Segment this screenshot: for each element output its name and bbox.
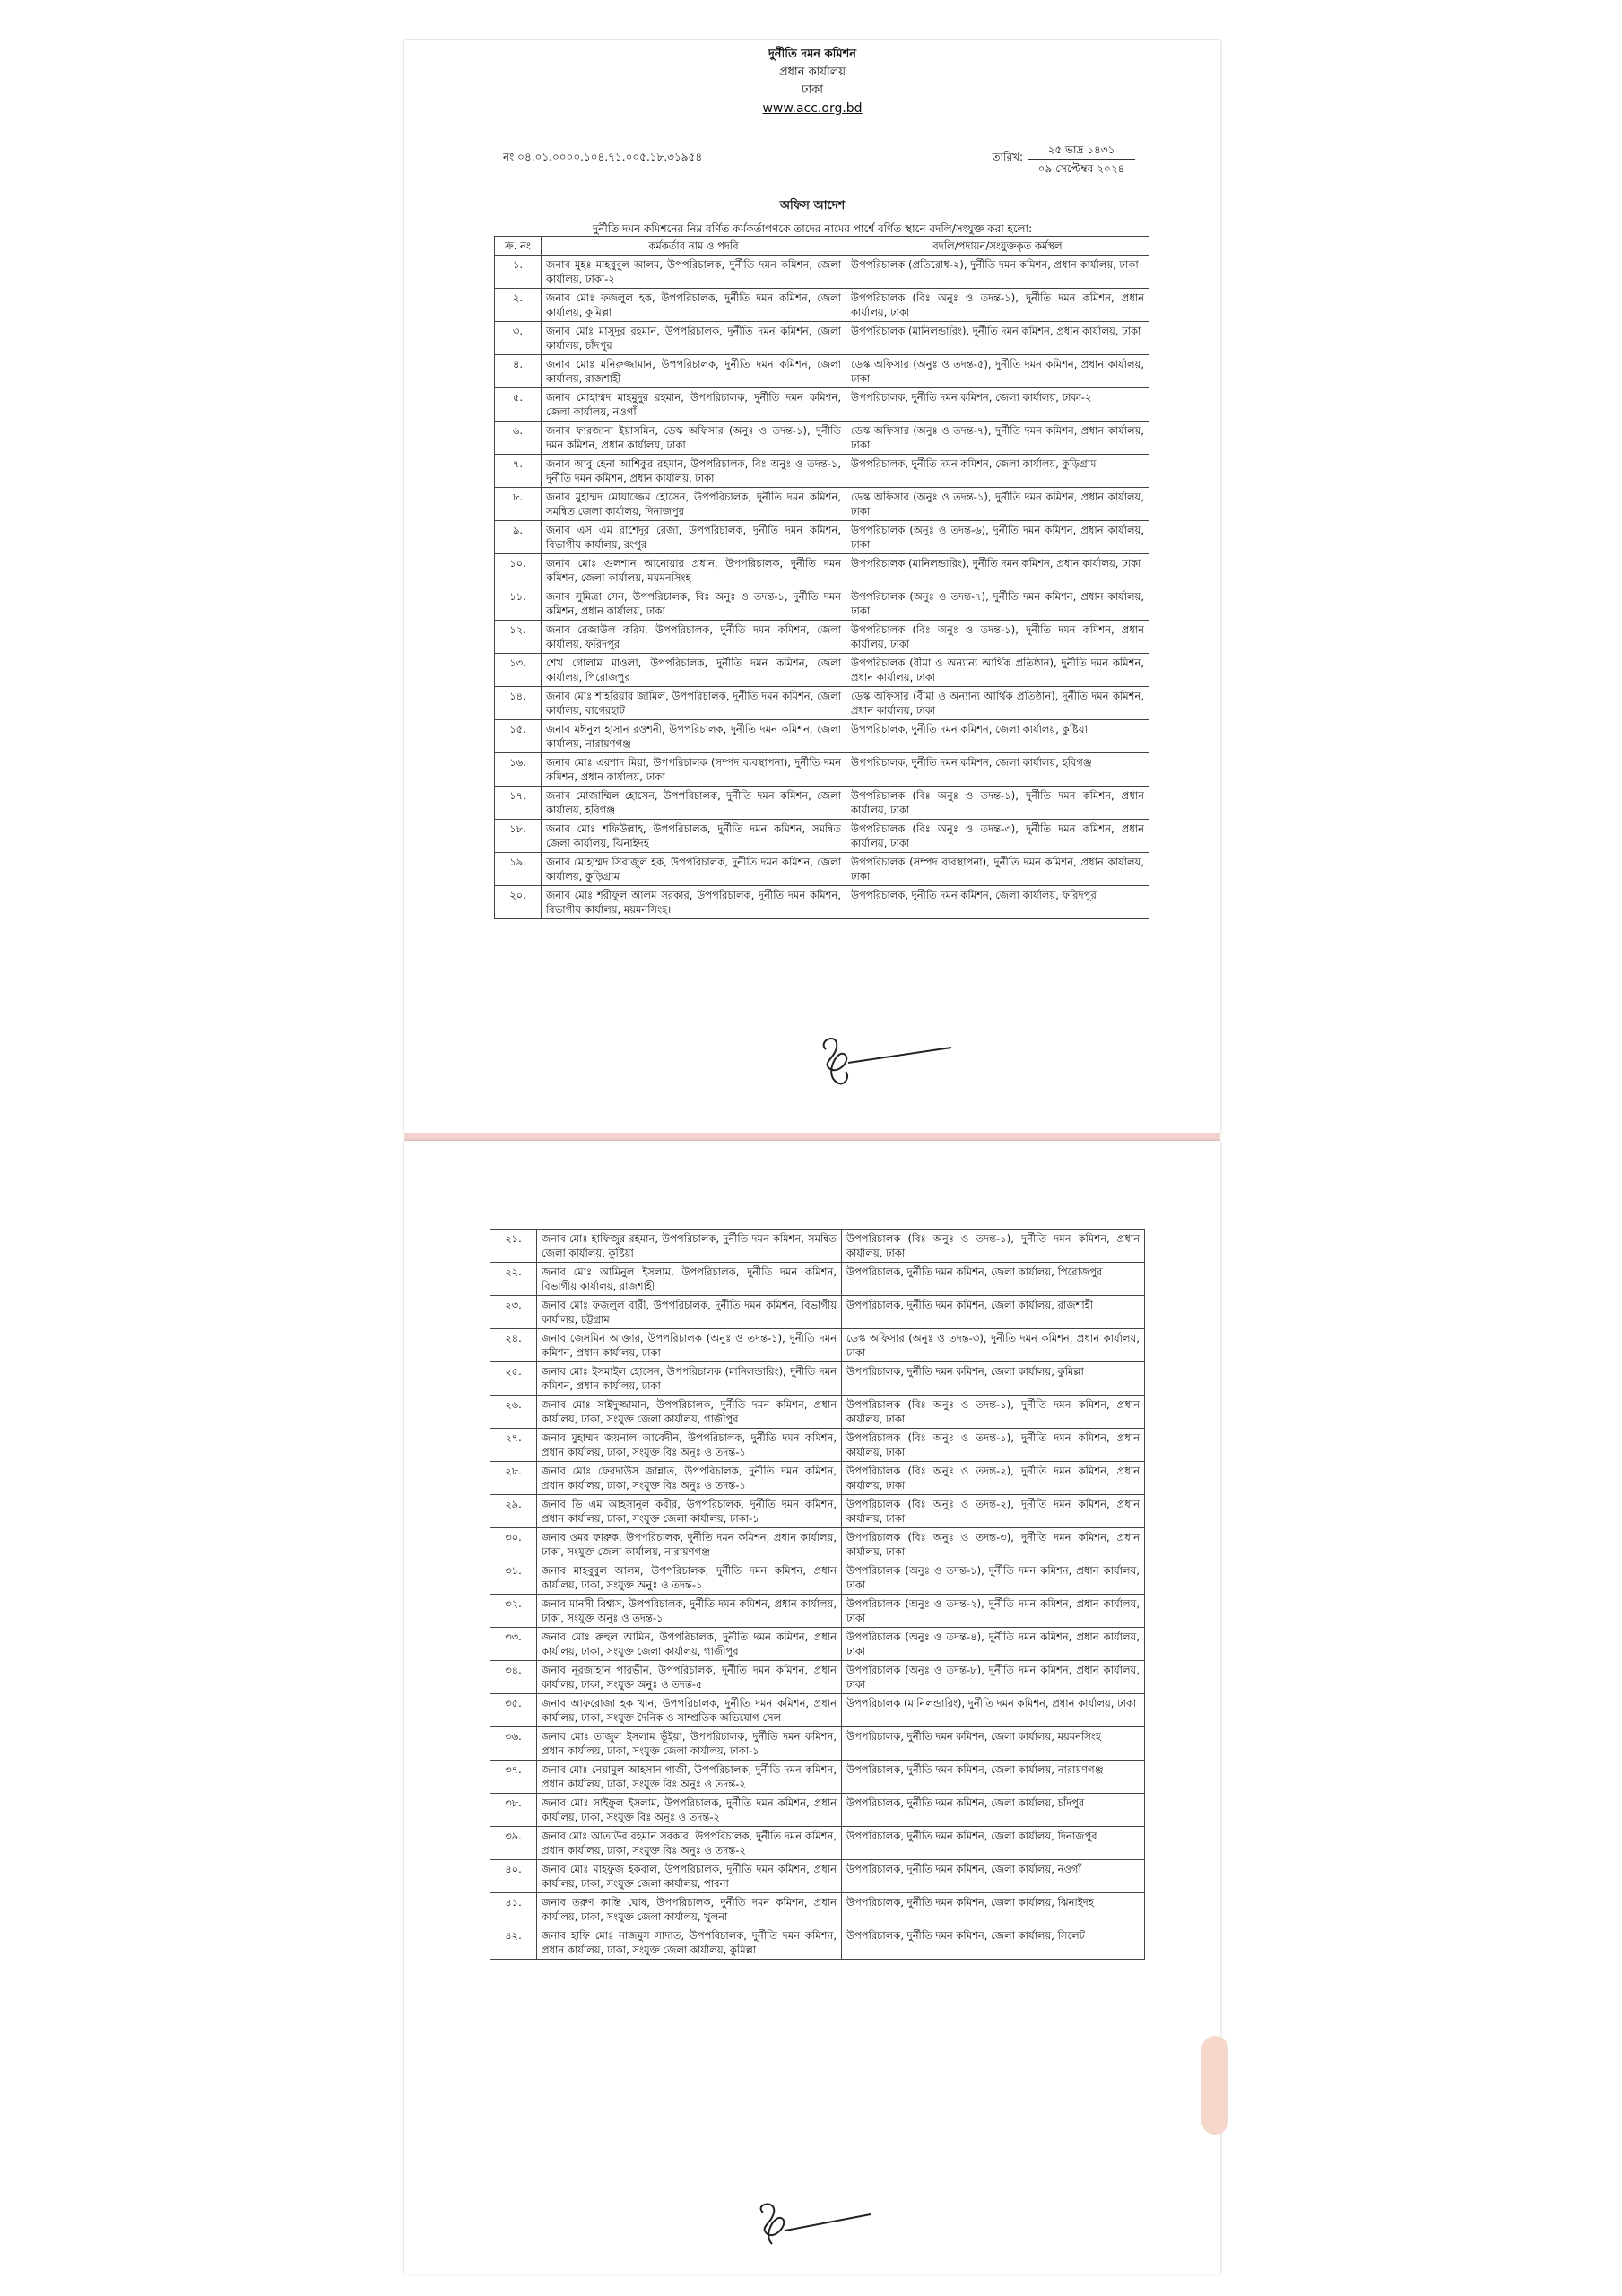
officer-cell: জনাব মুহাম্মদ মোয়াজ্জেম হোসেন, উপপরিচালক, দুর্নীতি দমন কমিশন, সমন্বিত জেলা কার্যালয়, দিনাজপুর <box>542 488 846 521</box>
table-row <box>490 1462 1145 1495</box>
table-row <box>495 388 1149 422</box>
serial-cell: ৭. <box>495 455 542 488</box>
serial-cell: ২৪. <box>490 1329 537 1362</box>
page-separator <box>404 1133 1220 1141</box>
serial-cell: ২৭. <box>490 1429 537 1462</box>
table-row <box>490 1694 1145 1727</box>
posting-cell: উপপরিচালক, দুর্নীতি দমন কমিশন, জেলা কার্যালয়, নওগাঁ <box>842 1860 1145 1893</box>
officer-cell: জনাব মোঃ মাসুদুর রহমান, উপপরিচালক, দুর্নীতি দমন কমিশন, জেলা কার্যালয়, চাঁদপুর <box>542 322 846 355</box>
serial-cell: ৪. <box>495 355 542 388</box>
header-posting: বদলি/পদায়ন/সংযুক্তকৃত কর্মস্থল <box>846 237 1149 256</box>
serial-cell: ২৮. <box>490 1462 537 1495</box>
serial-cell: ৪১. <box>490 1893 537 1926</box>
table-row <box>490 1827 1145 1860</box>
document-page-2 <box>404 1141 1220 2274</box>
table-row <box>490 1628 1145 1661</box>
table-row <box>495 886 1149 919</box>
officer-cell: জনাব মোহাম্মদ মাহমুদুর রহমান, উপপরিচালক, দুর্নীতি দমন কমিশন, জেলা কার্যালয়, নওগাঁ <box>542 388 846 422</box>
officer-cell: জনাব মোঃ ফজলুল বারী, উপপরিচালক, দুর্নীতি দমন কমিশন, বিভাগীয় কার্যালয়, চট্টগ্রাম <box>537 1296 842 1329</box>
serial-cell: ১২. <box>495 621 542 654</box>
officer-cell: জনাব মোঃ সাইফুল ইসলাম, উপপরিচালক, দুর্নীতি দমন কমিশন, প্রধান কার্যালয়, ঢাকা, সংযুক্ত বিঃ অনুঃ ও তদন্ত-২ <box>537 1794 842 1827</box>
posting-cell: উপপরিচালক, দুর্নীতি দমন কমিশন, জেলা কার্যালয়, দিনাজপুর <box>842 1827 1145 1860</box>
posting-cell: উপপরিচালক, দুর্নীতি দমন কমিশন, জেলা কার্যালয়, ঢাকা-২ <box>846 388 1149 422</box>
serial-cell: ৫. <box>495 388 542 422</box>
table-row <box>495 654 1149 687</box>
posting-cell: উপপরিচালক, দুর্নীতি দমন কমিশন, জেলা কার্যালয়, হবিগঞ্জ <box>846 753 1149 787</box>
table-row <box>495 687 1149 720</box>
serial-cell: ৩২. <box>490 1595 537 1628</box>
posting-cell: ডেস্ক অফিসার (অনুঃ ও তদন্ত-৭), দুর্নীতি দমন কমিশন, প্রধান কার্যালয়, ঢাকা <box>846 422 1149 455</box>
memo-dates <box>1028 141 1135 178</box>
transfer-table-page-2 <box>490 1229 1145 1960</box>
serial-cell: ৮. <box>495 488 542 521</box>
table-row <box>495 256 1149 289</box>
table-row <box>490 1528 1145 1561</box>
officer-cell: জনাব মাহবুবুল আলম, উপপরিচালক, দুর্নীতি দমন কমিশন, প্রধান কার্যালয়, ঢাকা, সংযুক্ত অনুঃ ও তদন্ত-১ <box>537 1561 842 1595</box>
serial-cell: ৬. <box>495 422 542 455</box>
serial-cell: ১০. <box>495 554 542 587</box>
officer-cell: জনাব ডি এম আহসানুল কবীর, উপপরিচালক, দুর্নীতি দমন কমিশন, প্রধান কার্যালয়, ঢাকা, সংযুক্ত জেলা কার্যালয়, ঢাকা-১ <box>537 1495 842 1528</box>
table-row <box>495 554 1149 587</box>
posting-cell: উপপরিচালক, দুর্নীতি দমন কমিশন, জেলা কার্যালয়, কুষ্টিয়া <box>846 720 1149 753</box>
table-header-row <box>495 237 1149 256</box>
serial-cell: ২৫. <box>490 1362 537 1396</box>
table-row <box>490 1794 1145 1827</box>
officer-cell: জনাব মোহাম্মদ সিরাজুল হক, উপপরিচালক, দুর্নীতি দমন কমিশন, জেলা কার্যালয়, কুড়িগ্রাম <box>542 853 846 886</box>
officer-cell: জনাব মোঃ ফজলুল হক, উপপরিচালক, দুর্নীতি দমন কমিশন, জেলা কার্যালয়, কুমিল্লা <box>542 289 846 322</box>
signature-2 <box>736 2195 906 2257</box>
posting-cell: উপপরিচালক (বিঃ অনুঃ ও তদন্ত-২), দুর্নীতি দমন কমিশন, প্রধান কার্যালয়, ঢাকা <box>842 1462 1145 1495</box>
officer-cell: জনাব মোঃ মাহফুজ ইকবাল, উপপরিচালক, দুর্নীতি দমন কমিশন, প্রধান কার্যালয়, ঢাকা, সংযুক্ত জেলা কার্যালয়, পাবনা <box>537 1860 842 1893</box>
serial-cell: ১৪. <box>495 687 542 720</box>
document-page-1 <box>404 40 1220 1133</box>
serial-cell: ৩০. <box>490 1528 537 1561</box>
table-row <box>490 1329 1145 1362</box>
posting-cell: উপপরিচালক (অনুঃ ও তদন্ত-১), দুর্নীতি দমন কমিশন, প্রধান কার্যালয়, ঢাকা <box>842 1561 1145 1595</box>
table-row <box>495 853 1149 886</box>
memo-ref-no: নং ০৪.০১.০০০০.১০৪.৭১.০০৫.১৮.৩১৯৫৪ <box>503 151 703 163</box>
posting-cell: উপপরিচালক (মানিলন্ডারিং), দুর্নীতি দমন কমিশন, প্রধান কার্যালয়, ঢাকা <box>846 554 1149 587</box>
table-row <box>490 1761 1145 1794</box>
officer-cell: জনাব মানসী বিশ্বাস, উপপরিচালক, দুর্নীতি দমন কমিশন, প্রধান কার্যালয়, ঢাকা, সংযুক্ত অনুঃ ও তদন্ত-১ <box>537 1595 842 1628</box>
officer-cell: জনাব ফারজানা ইয়াসমিন, ডেস্ক অফিসার (অনুঃ ও তদন্ত-১), দুর্নীতি দমন কমিশন, প্রধান কার্যালয়, ঢাকা <box>542 422 846 455</box>
serial-cell: ৪০. <box>490 1860 537 1893</box>
serial-cell: ৩৫. <box>490 1694 537 1727</box>
table-row <box>490 1396 1145 1429</box>
officer-cell: জনাব মোঃ হাফিজুর রহমান, উপপরিচালক, দুর্নীতি দমন কমিশন, সমন্বিত জেলা কার্যালয়, কুষ্টিয়া <box>537 1230 842 1263</box>
memo-title: অফিস আদেশ <box>779 199 846 213</box>
serial-cell: ১১. <box>495 587 542 621</box>
serial-cell: ২০. <box>495 886 542 919</box>
serial-cell: ৩৭. <box>490 1761 537 1794</box>
table-row <box>495 621 1149 654</box>
officer-cell: জনাব মোঃ নেয়ামুল আহসান গাজী, উপপরিচালক, দুর্নীতি দমন কমিশন, প্রধান কার্যালয়, ঢাকা, সংযুক্ত বিঃ অনুঃ ও তদন্ত-২ <box>537 1761 842 1794</box>
serial-cell: ১৯. <box>495 853 542 886</box>
table-body-page-1 <box>495 256 1149 919</box>
table-row <box>495 753 1149 787</box>
officer-cell: জনাব রেজাউল করিম, উপপরিচালক, দুর্নীতি দমন কমিশন, জেলা কার্যালয়, ফরিদপুর <box>542 621 846 654</box>
officer-cell: জনাব আফরোজা হক খান, উপপরিচালক, দুর্নীতি দমন কমিশন, প্রধান কার্যালয়, ঢাকা, সংযুক্ত দৈনিক ও সাম্প্রতিক অভিযোগ সেল <box>537 1694 842 1727</box>
posting-cell: ডেস্ক অফিসার (অনুঃ ও তদন্ত-৩), দুর্নীতি দমন কমিশন, প্রধান কার্যালয়, ঢাকা <box>842 1329 1145 1362</box>
table-row <box>495 720 1149 753</box>
date-english: ০৯ সেপ্টেম্বর ২০২৪ <box>1037 162 1125 175</box>
serial-cell: ২১. <box>490 1230 537 1263</box>
officer-cell: জনাব তরুণ কান্তি ঘোষ, উপপরিচালক, দুর্নীতি দমন কমিশন, প্রধান কার্যালয়, ঢাকা, সংযুক্ত জেলা কার্যালয়, খুলনা <box>537 1893 842 1926</box>
posting-cell: উপপরিচালক (বিঃ অনুঃ ও তদন্ত-১), দুর্নীতি দমন কমিশন, প্রধান কার্যালয়, ঢাকা <box>842 1396 1145 1429</box>
posting-cell: উপপরিচালক (মানিলন্ডারিং), দুর্নীতি দমন কমিশন, প্রধান কার্যালয়, ঢাকা <box>846 322 1149 355</box>
posting-cell: উপপরিচালক (সম্পদ ব্যবস্থাপনা), দুর্নীতি দমন কমিশন, প্রধান কার্যালয়, ঢাকা <box>846 853 1149 886</box>
website-link[interactable]: www.acc.org.bd <box>762 101 863 116</box>
letterhead <box>404 40 1220 117</box>
date-label: তারিখ: <box>992 151 1023 163</box>
transfer-table-page-1 <box>494 236 1149 919</box>
officer-cell: জনাব আবু হেনা আশিকুর রহমান, উপপরিচালক, বিঃ অনুঃ ও তদন্ত-১, দুর্নীতি দমন কমিশন, প্রধান কার্যালয়, ঢাকা <box>542 455 846 488</box>
table-row <box>495 322 1149 355</box>
serial-cell: ৩৯. <box>490 1827 537 1860</box>
serial-cell: ৩৮. <box>490 1794 537 1827</box>
posting-cell: উপপরিচালক (অনুঃ ও তদন্ত-৬), দুর্নীতি দমন কমিশন, প্রধান কার্যালয়, ঢাকা <box>846 521 1149 554</box>
posting-cell: ডেস্ক অফিসার (বীমা ও অন্যান্য আর্থিক প্রতিষ্ঠান), দুর্নীতি দমন কমিশন, প্রধান কার্যালয়, ঢাকা <box>846 687 1149 720</box>
serial-cell: ১৭. <box>495 787 542 820</box>
posting-cell: উপপরিচালক (বিঃ অনুঃ ও তদন্ত-৩), দুর্নীতি দমন কমিশন, প্রধান কার্যালয়, ঢাকা <box>846 820 1149 853</box>
officer-cell: জনাব জেসমিন আক্তার, উপপরিচালক (অনুঃ ও তদন্ত-১), দুর্নীতি দমন কমিশন, প্রধান কার্যালয়, ঢাকা <box>537 1329 842 1362</box>
serial-cell: ১৫. <box>495 720 542 753</box>
officer-cell: জনাব মোঃ রুহুল আমিন, উপপরিচালক, দুর্নীতি দমন কমিশন, প্রধান কার্যালয়, ঢাকা, সংযুক্ত জেলা কার্যালয়, গাজীপুর <box>537 1628 842 1661</box>
posting-cell: উপপরিচালক, দুর্নীতি দমন কমিশন, জেলা কার্যালয়, নারায়ণগঞ্জ <box>842 1761 1145 1794</box>
officer-cell: জনাব হাফি মোঃ নাজমুস সাদাত, উপপরিচালক, দুর্নীতি দমন কমিশন, প্রধান কার্যালয়, ঢাকা, সংযুক্ত জেলা কার্যালয়, কুমিল্লা <box>537 1926 842 1960</box>
posting-cell: উপপরিচালক, দুর্নীতি দমন কমিশন, জেলা কার্যালয়, ফরিদপুর <box>846 886 1149 919</box>
table-row <box>490 1893 1145 1926</box>
table-row <box>490 1595 1145 1628</box>
officer-cell: জনাব মুহঃ মাহবুবুল আলম, উপপরিচালক, দুর্নীতি দমন কমিশন, জেলা কার্যালয়, ঢাকা-২ <box>542 256 846 289</box>
posting-cell: উপপরিচালক (বিঃ অনুঃ ও তদন্ত-১), দুর্নীতি দমন কমিশন, প্রধান কার্যালয়, ঢাকা <box>846 289 1149 322</box>
posting-cell: উপপরিচালক (বিঃ অনুঃ ও তদন্ত-১), দুর্নীতি দমন কমিশন, প্রধান কার্যালয়, ঢাকা <box>842 1230 1145 1263</box>
header-officer: কর্মকর্তার নাম ও পদবি <box>542 237 846 256</box>
posting-cell: উপপরিচালক, দুর্নীতি দমন কমিশন, জেলা কার্যালয়, কুমিল্লা <box>842 1362 1145 1396</box>
table-row <box>490 1727 1145 1761</box>
table-row <box>490 1495 1145 1528</box>
org-name: দুর্নীতি দমন কমিশন <box>768 48 857 61</box>
posting-cell: উপপরিচালক (অনুঃ ও তদন্ত-৮), দুর্নীতি দমন কমিশন, প্রধান কার্যালয়, ঢাকা <box>842 1661 1145 1694</box>
serial-cell: ২. <box>495 289 542 322</box>
table-row <box>495 587 1149 621</box>
officer-cell: জনাব মোঃ শফিউল্লাহ, উপপরিচালক, দুর্নীতি দমন কমিশন, সমন্বিত জেলা কার্যালয়, ঝিনাইদহ <box>542 820 846 853</box>
table-row <box>495 422 1149 455</box>
office-name: প্রধান কার্যালয় <box>778 65 846 79</box>
posting-cell: উপপরিচালক (বীমা ও অন্যান্য আর্থিক প্রতিষ্ঠান), দুর্নীতি দমন কমিশন, প্রধান কার্যালয়, ঢাকা <box>846 654 1149 687</box>
officer-cell: জনাব মুহাম্মদ জয়নাল আবেদীন, উপপরিচালক, দুর্নীতি দমন কমিশন, প্রধান কার্যালয়, ঢাকা, সংযুক্ত বিঃ অনুঃ ও তদন্ত-১ <box>537 1429 842 1462</box>
table-row <box>495 820 1149 853</box>
serial-cell: ৩১. <box>490 1561 537 1595</box>
table-row <box>495 787 1149 820</box>
serial-cell: ১৬. <box>495 753 542 787</box>
posting-cell: উপপরিচালক (বিঃ অনুঃ ও তদন্ত-৩), দুর্নীতি দমন কমিশন, প্রধান কার্যালয়, ঢাকা <box>842 1528 1145 1561</box>
table-row <box>495 355 1149 388</box>
serial-cell: ৩. <box>495 322 542 355</box>
posting-cell: উপপরিচালক (মানিলন্ডারিং), দুর্নীতি দমন কমিশন, প্রধান কার্যালয়, ঢাকা <box>842 1694 1145 1727</box>
officer-cell: জনাব মঈনুল হাসান রওশনী, উপপরিচালক, দুর্নীতি দমন কমিশন, জেলা কার্যালয়, নারায়ণগঞ্জ <box>542 720 846 753</box>
posting-cell: উপপরিচালক (প্রতিরোধ-২), দুর্নীতি দমন কমিশন, প্রধান কার্যালয়, ঢাকা <box>846 256 1149 289</box>
serial-cell: ৩৬. <box>490 1727 537 1761</box>
memo-intro: দুর্নীতি দমন কমিশনের নিম্ন বর্ণিত কর্মকর্তাগণকে তাদের নামের পার্শ্বে বর্ণিত স্থানে বদলি/সংযুক্ত করা হলো: <box>592 222 1033 235</box>
table-row <box>495 455 1149 488</box>
posting-cell: উপপরিচালক (অনুঃ ও তদন্ত-৪), দুর্নীতি দমন কমিশন, প্রধান কার্যালয়, ঢাকা <box>842 1628 1145 1661</box>
posting-cell: উপপরিচালক, দুর্নীতি দমন কমিশন, জেলা কার্যালয়, কুড়িগ্রাম <box>846 455 1149 488</box>
serial-cell: ২৬. <box>490 1396 537 1429</box>
table-row <box>495 289 1149 322</box>
table-row <box>495 488 1149 521</box>
posting-cell: উপপরিচালক, দুর্নীতি দমন কমিশন, জেলা কার্যালয়, চাঁদপুর <box>842 1794 1145 1827</box>
table-row <box>490 1263 1145 1296</box>
posting-cell: উপপরিচালক (বিঃ অনুঃ ও তদন্ত-১), দুর্নীতি দমন কমিশন, প্রধান কার্যালয়, ঢাকা <box>846 787 1149 820</box>
serial-cell: ২২. <box>490 1263 537 1296</box>
officer-cell: জনাব মোজাম্মিল হোসেন, উপপরিচালক, দুর্নীতি দমন কমিশন, জেলা কার্যালয়, হবিগঞ্জ <box>542 787 846 820</box>
officer-cell: জনাব সুমিত্রা সেন, উপপরিচালক, বিঃ অনুঃ ও তদন্ত-১, দুর্নীতি দমন কমিশন, প্রধান কার্যালয়, ঢাকা <box>542 587 846 621</box>
posting-cell: উপপরিচালক, দুর্নীতি দমন কমিশন, জেলা কার্যালয়, ঝিনাইদহ <box>842 1893 1145 1926</box>
table-row <box>490 1362 1145 1396</box>
officer-cell: জনাব মোঃ শরীফুল আলম সরকার, উপপরিচালক, দুর্নীতি দমন কমিশন, বিভাগীয় কার্যালয়, ময়মনসিংহ। <box>542 886 846 919</box>
posting-cell: উপপরিচালক, দুর্নীতি দমন কমিশন, জেলা কার্যালয়, পিরোজপুর <box>842 1263 1145 1296</box>
officer-cell: জনাব মোঃ ইসমাইল হোসেন, উপপরিচালক (মানিলন্ডারিং), দুর্নীতি দমন কমিশন, প্রধান কার্যালয়, ঢাকা <box>537 1362 842 1396</box>
serial-cell: ৩৪. <box>490 1661 537 1694</box>
officer-cell: জনাব এস এম রাশেদুর রেজা, উপপরিচালক, দুর্নীতি দমন কমিশন, বিভাগীয় কার্যালয়, রংপুর <box>542 521 846 554</box>
serial-cell: ৩৩. <box>490 1628 537 1661</box>
officer-cell: জনাব মোঃ ফেরদাউস জান্নাত, উপপরিচালক, দুর্নীতি দমন কমিশন, প্রধান কার্যালয়, ঢাকা, সংযুক্ত বিঃ অনুঃ ও তদন্ত-১ <box>537 1462 842 1495</box>
posting-cell: ডেস্ক অফিসার (অনুঃ ও তদন্ত-৫), দুর্নীতি দমন কমিশন, প্রধান কার্যালয়, ঢাকা <box>846 355 1149 388</box>
posting-cell: উপপরিচালক (বিঃ অনুঃ ও তদন্ত-১), দুর্নীতি দমন কমিশন, প্রধান কার্যালয়, ঢাকা <box>846 621 1149 654</box>
city-name: ঢাকা <box>802 83 823 97</box>
posting-cell: উপপরিচালক (বিঃ অনুঃ ও তদন্ত-২), দুর্নীতি দমন কমিশন, প্রধান কার্যালয়, ঢাকা <box>842 1495 1145 1528</box>
officer-cell: জনাব মোঃ তাজুল ইসলাম ভূঁইয়া, উপপরিচালক, দুর্নীতি দমন কমিশন, প্রধান কার্যালয়, ঢাকা, সংযুক্ত জেলা কার্যালয়, ঢাকা-১ <box>537 1727 842 1761</box>
table-row <box>490 1661 1145 1694</box>
officer-cell: জনাব মোঃ এরশাদ মিয়া, উপপরিচালক (সম্পদ ব্যবস্থাপনা), দুর্নীতি দমন কমিশন, প্রধান কার্যালয়, ঢাকা <box>542 753 846 787</box>
posting-cell: উপপরিচালক, দুর্নীতি দমন কমিশন, জেলা কার্যালয়, ময়মনসিংহ <box>842 1727 1145 1761</box>
officer-cell: জনাব মোঃ গুলশান আনোয়ার প্রধান, উপপরিচালক, দুর্নীতি দমন কমিশন, জেলা কার্যালয়, ময়মনসিংহ <box>542 554 846 587</box>
officer-cell: জনাব ওমর ফারুক, উপপরিচালক, দুর্নীতি দমন কমিশন, প্রধান কার্যালয়, ঢাকা, সংযুক্ত জেলা কার্যালয়, নারায়ণগঞ্জ <box>537 1528 842 1561</box>
officer-cell: জনাব মোঃ মনিরুজ্জামান, উপপরিচালক, দুর্নীতি দমন কমিশন, জেলা কার্যালয়, রাজশাহী <box>542 355 846 388</box>
header-serial: ক্র. নং <box>495 237 542 256</box>
serial-cell: ১৮. <box>495 820 542 853</box>
officer-cell: জনাব মোঃ সাইদুজ্জামান, উপপরিচালক, দুর্নীতি দমন কমিশন, প্রধান কার্যালয়, ঢাকা, সংযুক্ত জেলা কার্যালয়, গাজীপুর <box>537 1396 842 1429</box>
posting-cell: উপপরিচালক, দুর্নীতি দমন কমিশন, জেলা কার্যালয়, সিলেট <box>842 1926 1145 1960</box>
posting-cell: উপপরিচালক, দুর্নীতি দমন কমিশন, জেলা কার্যালয়, রাজশাহী <box>842 1296 1145 1329</box>
officer-cell: জনাব নূরজাহান পারভীন, উপপরিচালক, দুর্নীতি দমন কমিশন, প্রধান কার্যালয়, ঢাকা, সংযুক্ত অনুঃ ও তদন্ত-৫ <box>537 1661 842 1694</box>
table-row <box>490 1230 1145 1263</box>
table-row <box>490 1429 1145 1462</box>
table-body-page-2 <box>490 1230 1145 1960</box>
serial-cell: ৯. <box>495 521 542 554</box>
table-row <box>495 521 1149 554</box>
table-row <box>490 1926 1145 1960</box>
date-bangla: ২৫ ভাদ্র ১৪৩১ <box>1028 141 1135 160</box>
serial-cell: ২৯. <box>490 1495 537 1528</box>
serial-cell: ১৩. <box>495 654 542 687</box>
table-row <box>490 1860 1145 1893</box>
serial-cell: ৪২. <box>490 1926 537 1960</box>
posting-cell: উপপরিচালক (অনুঃ ও তদন্ত-৭), দুর্নীতি দমন কমিশন, প্রধান কার্যালয়, ঢাকা <box>846 587 1149 621</box>
posting-cell: উপপরিচালক (অনুঃ ও তদন্ত-২), দুর্নীতি দমন কমিশন, প্রধান কার্যালয়, ঢাকা <box>842 1595 1145 1628</box>
serial-cell: ১. <box>495 256 542 289</box>
officer-cell: জনাব মোঃ শাহরিয়ার জামিল, উপপরিচালক, দুর্নীতি দমন কমিশন, জেলা কার্যালয়, বাগেরহাট <box>542 687 846 720</box>
officer-cell: শেখ গোলাম মাওলা, উপপরিচালক, দুর্নীতি দমন কমিশন, জেলা কার্যালয়, পিরোজপুর <box>542 654 846 687</box>
table-row <box>490 1561 1145 1595</box>
posting-cell: উপপরিচালক (বিঃ অনুঃ ও তদন্ত-১), দুর্নীতি দমন কমিশন, প্রধান কার্যালয়, ঢাকা <box>842 1429 1145 1462</box>
table-row <box>490 1296 1145 1329</box>
posting-cell: ডেস্ক অফিসার (অনুঃ ও তদন্ত-১), দুর্নীতি দমন কমিশন, প্রধান কার্যালয়, ঢাকা <box>846 488 1149 521</box>
signature <box>799 1022 969 1103</box>
officer-cell: জনাব মোঃ আমিনুল ইসলাম, উপপরিচালক, দুর্নীতি দমন কমিশন, বিভাগীয় কার্যালয়, রাজশাহী <box>537 1263 842 1296</box>
edge-decoration <box>1201 2036 1228 2135</box>
officer-cell: জনাব মোঃ আতাউর রহমান সরকার, উপপরিচালক, দুর্নীতি দমন কমিশন, প্রধান কার্যালয়, ঢাকা, সংযুক্ত বিঃ অনুঃ ও তদন্ত-২ <box>537 1827 842 1860</box>
serial-cell: ২৩. <box>490 1296 537 1329</box>
